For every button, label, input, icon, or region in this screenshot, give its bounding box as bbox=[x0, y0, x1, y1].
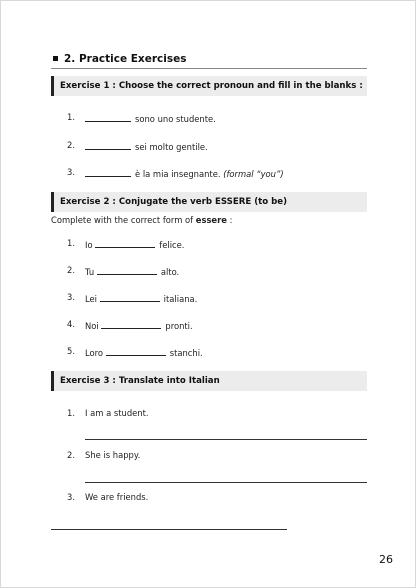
fill-blank[interactable] bbox=[97, 265, 157, 275]
item-text: pronti. bbox=[165, 321, 193, 331]
item-number: 2. bbox=[67, 450, 75, 460]
item-number: 1. bbox=[67, 112, 75, 122]
item-text: sono uno studente. bbox=[135, 114, 216, 124]
item-number: 5. bbox=[67, 346, 75, 356]
section-divider bbox=[51, 68, 367, 69]
item-pronoun: Io bbox=[85, 240, 93, 250]
fill-blank[interactable] bbox=[106, 346, 166, 356]
item-number: 3. bbox=[67, 292, 75, 302]
item-number: 1. bbox=[67, 238, 75, 248]
fill-blank[interactable] bbox=[100, 292, 160, 302]
exercise-2-instruction bbox=[51, 215, 232, 225]
item-text: felice. bbox=[159, 240, 185, 250]
answer-line[interactable] bbox=[85, 482, 367, 483]
item-number: 2. bbox=[67, 140, 75, 150]
page-number: 26 bbox=[379, 553, 393, 566]
item-note: (formal “you”) bbox=[223, 169, 284, 179]
exercise-3-header: Exercise 3 : Translate into Italian bbox=[51, 371, 367, 391]
instruction-suffix: : bbox=[226, 215, 233, 225]
item-text: We are friends. bbox=[85, 492, 149, 502]
exercise-2-header: Exercise 2 : Conjugate the verb ESSERE (to be) bbox=[51, 192, 367, 212]
item-text: è la mia insegnante. bbox=[135, 169, 221, 179]
instruction-bold: essere bbox=[195, 215, 227, 225]
item-text: italiana. bbox=[163, 294, 198, 304]
fill-blank[interactable] bbox=[95, 238, 155, 248]
item-text: sei molto gentile. bbox=[135, 142, 208, 152]
item-number: 4. bbox=[67, 319, 75, 329]
answer-line[interactable] bbox=[51, 529, 287, 530]
item-number: 2. bbox=[67, 265, 75, 275]
item-pronoun: Noi bbox=[85, 321, 99, 331]
item-text: She is happy. bbox=[85, 450, 141, 460]
fill-blank[interactable] bbox=[101, 319, 161, 329]
item-number: 3. bbox=[67, 492, 75, 502]
item-text: stanchi. bbox=[169, 348, 203, 358]
item-text: alto. bbox=[160, 267, 180, 277]
item-text: I am a student. bbox=[85, 408, 149, 418]
section-title bbox=[53, 53, 186, 65]
item-pronoun: Loro bbox=[85, 348, 104, 358]
exercise-1-header: Exercise 1 : Choose the correct pronoun and fill in the blanks : bbox=[51, 76, 367, 96]
item-pronoun: Tu bbox=[85, 267, 95, 277]
fill-blank[interactable] bbox=[85, 112, 131, 122]
fill-blank[interactable] bbox=[85, 167, 131, 177]
answer-line[interactable] bbox=[85, 439, 367, 440]
item-number: 1. bbox=[67, 408, 75, 418]
fill-blank[interactable] bbox=[85, 140, 131, 150]
item-number: 3. bbox=[67, 167, 75, 177]
instruction-text: Complete with the correct form of bbox=[51, 215, 196, 225]
item-pronoun: Lei bbox=[85, 294, 97, 304]
square-bullet-icon bbox=[53, 56, 58, 61]
section-title-text: 2. Practice Exercises bbox=[64, 53, 187, 65]
